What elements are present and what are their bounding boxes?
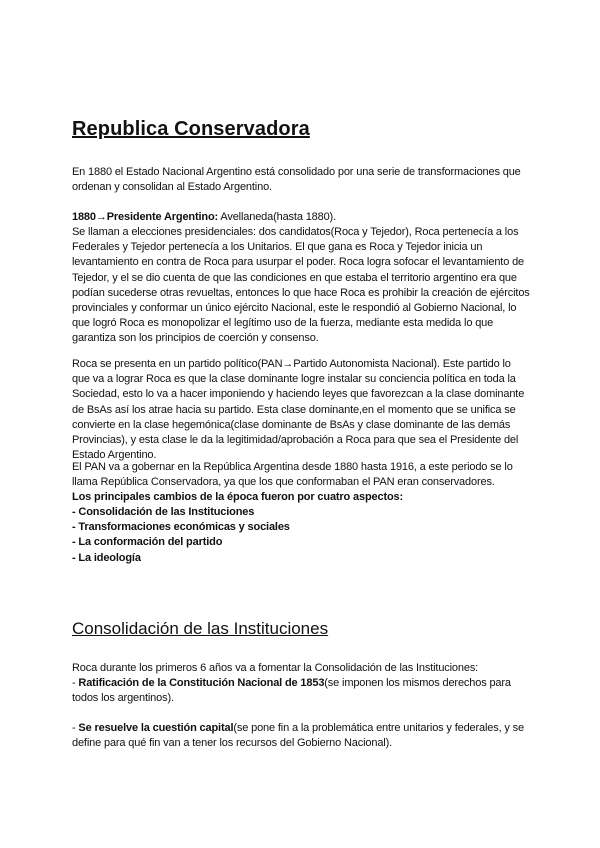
- s2-item-capital: - Se resuelve la cuestión capital(se pone fin a la problemática entre unitarios y federales, y se define para qué fin van a tener los recursos del Gobierno Nacional).: [72, 722, 524, 750]
- cambios-list: [72, 505, 530, 566]
- gobierno-paragraph: El PAN va a gobernar en la República Argentina desde 1880 hasta 1916, a este periodo se lo llama República Conservadora, ya que los que conformaban el PAN eran conservadores.: [72, 461, 513, 489]
- cambios-heading: Los principales cambios de la época fueron por cuatro aspectos:: [72, 491, 404, 503]
- elecciones-paragraph: Se llaman a elecciones presidenciales: dos candidatos(Roca y Tejedor), Roca pertenecía a los Federales y Tejedor pertenecía a los Unitarios. El que gana es Roca y Tejedor inicia un levantamiento en contra de Roca para usurpar el poder. Roca logra sofocar el levantamiento de Tejedor, y el se dio cuenta de que las condiciones en que estaba el territorio argentino era que podían sucederse otras revueltas, entonces lo que hace Roca es prohibir la creación de ejércitos provinciales y conformar un único ejército Nacional, este le respondió al Gobierno Nacional, lo que logró Roca es monopolizar el legítimo uso de la fuerza, mediante esta medida lo que garantiza son los principios de coerción y consenso.: [72, 226, 530, 345]
- pan-paragraph: Roca se presenta en un partido político(PAN→Partido Autonomista Nacional). Este partido lo que va a lograr Roca es que la clase dominante logre instalar su conciencia política en toda la Sociedad, esto lo va a hacer imponiendo y haciendo leyes que favorezcan a la clase dominante de BsAs así los atrae hacia su partido. Esta clase dominante,en el momento que se unifica se convierte en la clase hegemónica(clase dominante de BsAs y clase dominante de las demás Provincias), y esta clase le da la legitimidad/aprobación a Roca para que sea el Presidente del Estado Argentino.: [72, 358, 525, 462]
- list-item: - La conformación del partido: [72, 536, 223, 549]
- s2-item-ratificacion: - Ratificación de la Constitución Nacional de 1853(se imponen los mismos derechos para todos los argentinos).: [72, 677, 511, 705]
- section-title: Consolidación de las Instituciones: [72, 619, 329, 638]
- presidente-text: Avellaneda(hasta 1880).: [218, 211, 336, 223]
- list-item: - Consolidación de las Instituciones: [72, 506, 255, 518]
- list-item: - La ideología: [72, 551, 141, 564]
- list-item: - Transformaciones económicas y sociales: [72, 521, 290, 534]
- page-title: Republica Conservadora: [72, 118, 310, 140]
- presidente-line: [72, 210, 530, 225]
- intro-paragraph: En 1880 el Estado Nacional Argentino está consolidado por una serie de transformaciones que ordenan y consolidan al Estado Argentino.: [72, 166, 521, 194]
- s2-intro: Roca durante los primeros 6 años va a fomentar la Consolidación de las Instituciones:: [72, 662, 479, 674]
- presidente-label: 1880→Presidente Argentino:: [72, 211, 219, 223]
